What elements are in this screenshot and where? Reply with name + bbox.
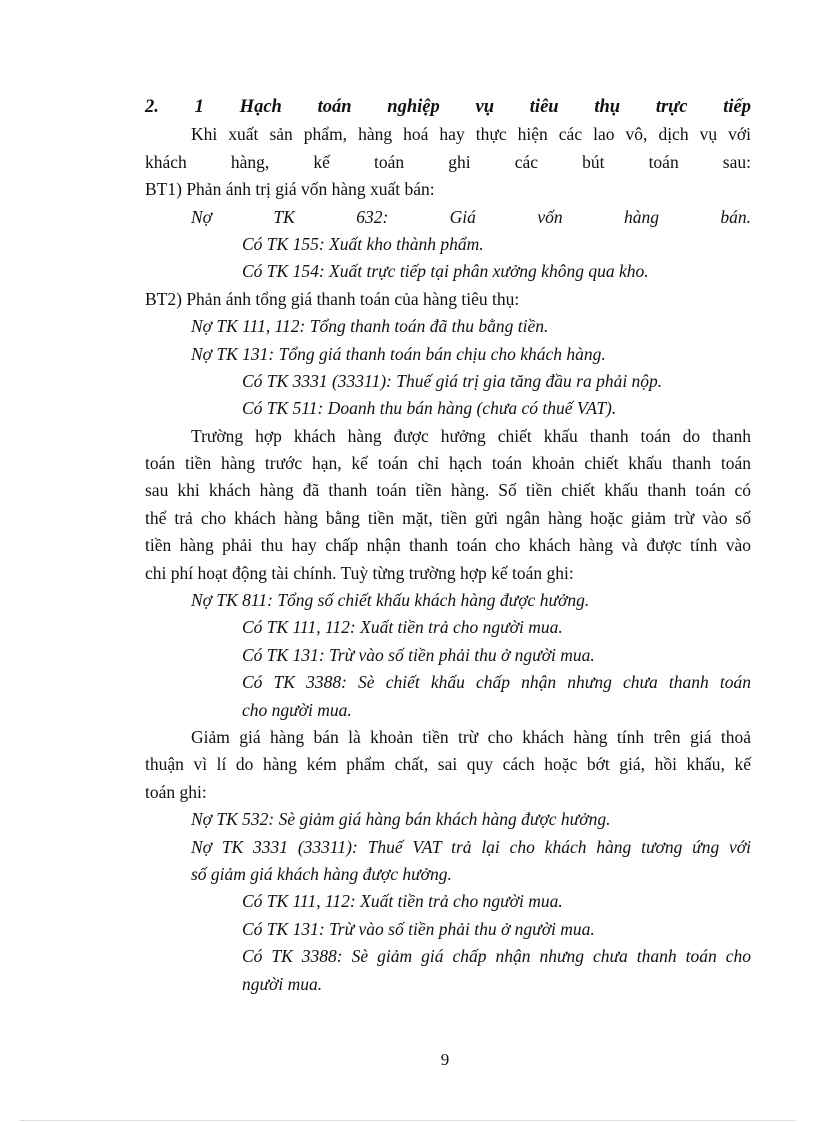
entry-credit: cho người mua.: [242, 699, 352, 720]
paragraph-line: BT2) Phản ánh tổng giá thanh toán của hàng tiêu thụ:: [145, 288, 520, 309]
entry-credit: Có TK 111, 112: Xuất tiền trả cho người mua.: [242, 617, 563, 638]
entry-credit: Có TK 155: Xuất kho thành phẩm.: [242, 233, 484, 254]
entry-credit: Có TK 3388: Sè giảm giá chấp nhận nhưng chưa thanh toán cho: [242, 946, 751, 967]
paragraph-line: tiền hàng phải thu hay chấp nhận thanh toán cho khách hàng và được tính vào: [145, 535, 751, 556]
entry-debit: Nợ TK 632: Giá vốn hàng bán.: [191, 206, 751, 227]
entry-debit: Nợ TK 532: Sè giảm giá hàng bán khách hàng được hưởng.: [191, 809, 611, 830]
paragraph-line: toán tiền hàng trước hạn, kế toán chỉ hạch toán khoản chiết khấu thanh toán: [145, 453, 751, 474]
paragraph-line: toán ghi:: [145, 781, 207, 802]
paragraph-line: thuận vì lí do hàng kém phẩm chất, sai quy cách hoặc bớt giá, hồi khấu, kế: [145, 754, 751, 775]
paragraph-line: thể trả cho khách hàng bằng tiền mặt, tiền gửi ngân hàng hoặc giảm trừ vào số: [145, 507, 751, 528]
entry-credit: Có TK 3331 (33311): Thuế giá trị gia tăng đầu ra phải nộp.: [242, 370, 663, 391]
entry-debit: Nợ TK 811: Tổng số chiết khấu khách hàng được hưởng.: [191, 590, 590, 611]
entry-credit: Có TK 3388: Sè chiết khấu chấp nhận nhưng chưa thanh toán: [242, 672, 751, 693]
entry-credit: Có TK 131: Trừ vào số tiền phải thu ở người mua.: [242, 918, 595, 939]
entry-debit: Nợ TK 111, 112: Tổng thanh toán đã thu bằng tiền.: [191, 316, 549, 337]
entry-credit: Có TK 154: Xuất trực tiếp tại phân xưởng không qua kho.: [242, 261, 649, 282]
paragraph-line: khách hàng, kế toán ghi các bút toán sau:: [145, 151, 751, 172]
entry-credit: Có TK 511: Doanh thu bán hàng (chưa có thuế VAT).: [242, 398, 617, 419]
page-number: 9: [440, 1050, 450, 1069]
entry-debit: số giảm giá khách hàng được hưởng.: [191, 863, 452, 884]
entry-credit: Có TK 111, 112: Xuất tiền trả cho người mua.: [242, 891, 563, 912]
paragraph-line: BT1) Phản ánh trị giá vốn hàng xuất bán:: [145, 179, 435, 200]
paragraph-line: Trường hợp khách hàng được hưởng chiết khấu thanh toán do thanh: [191, 425, 751, 446]
entry-credit: Có TK 131: Trừ vào số tiền phải thu ở người mua.: [242, 644, 595, 665]
page-body: [145, 94, 751, 998]
entry-debit: Nợ TK 3331 (33311): Thuế VAT trả lại cho khách hàng tương ứng với: [191, 836, 751, 857]
entry-debit: Nợ TK 131: Tổng giá thanh toán bán chịu cho khách hàng.: [191, 343, 606, 364]
footer-divider: [20, 1120, 796, 1121]
section-heading: 2. 1 Hạch toán nghiệp vụ tiêu thụ trực tiếp: [145, 97, 751, 117]
paragraph-line: sau khi khách hàng đã thanh toán tiền hàng. Số tiền chiết khấu thanh toán có: [145, 480, 751, 501]
paragraph-line: Khi xuất sản phẩm, hàng hoá hay thực hiện các lao vô, dịch vụ với: [191, 124, 751, 145]
paragraph-line: Giảm giá hàng bán là khoản tiền trừ cho khách hàng tính trên giá thoả: [191, 726, 751, 747]
entry-credit: người mua.: [242, 973, 323, 994]
paragraph-line: chi phí hoạt động tài chính. Tuỳ từng trường hợp kế toán ghi:: [145, 562, 574, 583]
